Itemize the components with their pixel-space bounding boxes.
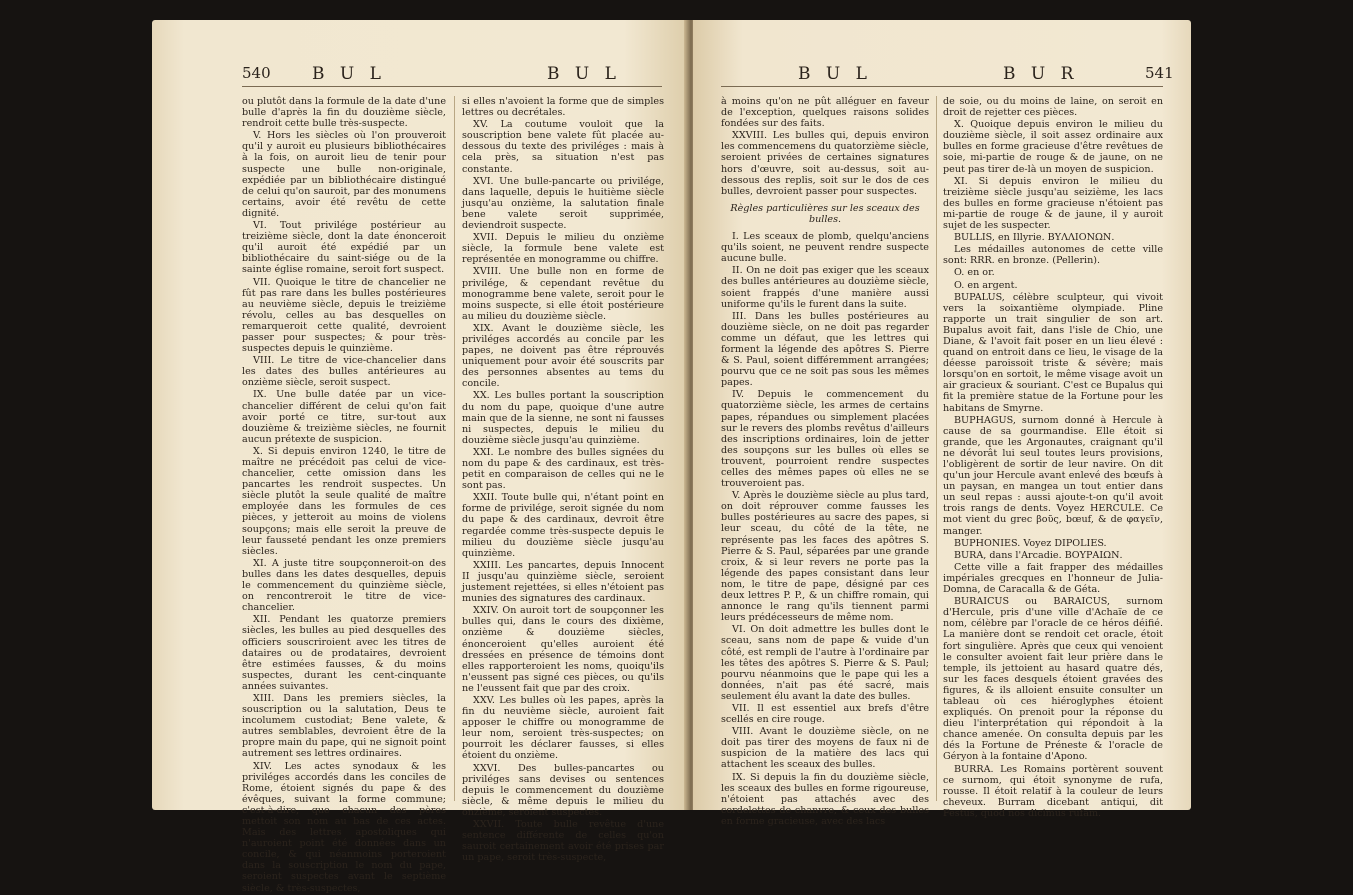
paragraph: VI. On doit admettre les bulles dont le sceau, sans nom de pape & vuide d'un côté, est rempli de l'autre à l'ordinaire par les têtes des apôtres S. Pierre & S. Paul; pourvu néanmoins que le pape qui les a données, n'ait pas été sacré, mais seulement élu avant la date des bulles. [721, 624, 929, 702]
paragraph: XXII. Toute bulle qui, n'étant point en forme de privilége, seroit signée du nom du pape & des cardinaux, devroit être regardée comme très-suspecte depuis le milieu du douzième siècle jusqu'au quinzième. [462, 492, 664, 559]
paragraph: VIII. Le titre de vice-chancelier dans les dates des bulles antérieures au onzième siècle, seroit suspect. [242, 355, 446, 389]
paragraph: BURAICUS ou BARAICUS, surnom d'Hercule, pris d'une ville d'Achaïe de ce nom, célèbre par l'oracle de ce héros déifié. La manière dont se rendoit cet oracle, étoit fort singulière. Après que ceux qui venoient le consulter avoient fait leur prière dans le temple, ils jettoient au hasard quatre dés, sur les faces desquels étoient gravées des figures, & ils alloient ensuite consulter un tableau où ces hiéroglyphes étoient expliqués. On prenoit pour la réponse du dieu l'interprétation qui répondoit à la chance amenée. On consulta depuis par les dés la Fortune de Préneste & l'oracle de Géryon à la fontaine d'Apono. [943, 596, 1163, 763]
left-page [152, 20, 688, 894]
left-column-2 [462, 96, 664, 864]
left-column-divider [454, 96, 455, 801]
paragraph: X. Si depuis environ 1240, le titre de maître ne précédoit pas celui de vice-chancelier, cette omission dans les pancartes les rendroit suspectes. Un siècle plutôt la seule qualité de maître employée dans les formules de ces pièces, y jetteroit au moins de violens soupçons; mais elle seroit la preuve de leur fausseté pendant les onze premiers siècles. [242, 445, 446, 557]
paragraph: Cette ville a fait frapper des médailles impériales grecques en l'honneur de Julia-Domna, de Caracalla & de Géta. [943, 561, 1163, 596]
paragraph: BUPALUS, célèbre sculpteur, qui vivoit vers la soixantième olympiade. Pline rapporte un trait singulier de son art. Bupalus avoit fait, dans l'isle de Chio, une Diane, & l'avoit fait poser en un lieu élevé : quand on entroit dans ce lieu, le visage de la déesse paroissoit triste & sévère; mais lorsqu'on en sortoit, le même visage avoit un air gracieux & souriant. C'est ce Bupalus qui fit la première statue de la Fortune pour les habitans de Smyrne. [943, 291, 1163, 414]
paragraph: XXVIII. Les bulles qui, depuis environ les commencemens du quatorzième siècle, seroient privées de certaines signatures hors d'œuvre, soit au-dessus, soit au-dessous des replis, soit sur le dos de ces bulles, devroient passer pour suspectes. [721, 130, 929, 197]
paragraph: IX. Si depuis la fin du douzième siècle, les sceaux des bulles en forme rigoureuse, n'étoient pas attachés avec des cordelettes de chanvre, & ceux des bulles en forme gracieuse, avec des lacs [721, 771, 929, 827]
paragraph: V. Hors les siècles où l'on prouveroit qu'il y auroit eu plusieurs bibliothécaires à la fois, on auroit lieu de tenir pour suspecte une bulle non-originale, expédiée par un bibliothécaire distingué de celui qu'on sauroit, par des monumens certains, avoir été revêtu de cette dignité. [242, 130, 446, 219]
paragraph: BULLIS, en Illyrie. ΒΥΛΛΙΟΝΩΝ. [954, 232, 1115, 244]
paragraph: XIX. Avant le douzième siècle, les priviléges accordés au concile par les papes, ne doivent pas être réprouvés uniquement pour avoir été souscrits par des personnes absentes au tems du concile. [462, 322, 664, 390]
paragraph: à moins qu'on ne pût alléguer en faveur de l'exception, quelques raisons solides fondées sur des faits. [721, 96, 929, 130]
right-column-1 [721, 96, 929, 828]
paragraph: XXIV. On auroit tort de soupçonner les bulles qui, dans le cours des dixième, onzième & douzième siècles, énonceroient qu'elles auroient été dressées en présence de témoins dont elles rapporteroient les noms, quoiqu'ils n'eussent pas signé ces pièces, ou qu'ils ne l'eussent fait que par des croix. [462, 605, 664, 694]
paragraph: XI. Si depuis environ le milieu du treizième siècle jusqu'au seizième, les lacs des bulles en forme gracieuse n'étoient pas mi-partie de rouge & de jaune, il y auroit sujet de les suspecter. [943, 175, 1163, 232]
paragraph: VII. Quoique le titre de chancelier ne fût pas rare dans les bulles postérieures au neuvième siècle, depuis le treizième révolu, celles au bas desquelles on remarqueroit cette qualité, devroient passer pour suspectes; & pour très-suspectes depuis le quinzième. [242, 276, 446, 355]
paragraph: XI. A juste titre soupçonneroit-on des bulles dans les dates desquelles, depuis le commencement du quinzième siècle, on rencontreroit le titre de vice-chancelier. [242, 557, 446, 614]
paragraph: ou plutôt dans la formule de la date d'une bulle d'après la fin du douzième siècle, rendroit cette bulle très-suspecte. [242, 96, 446, 130]
paragraph: BURA, dans l'Arcadie. ΒΟΥΡΑΙΩΝ. [954, 549, 1123, 561]
right-head-rule [721, 86, 1163, 87]
paragraph: O. en or. [954, 267, 995, 279]
right-page-number: 541 [1145, 64, 1174, 82]
paragraph: Les médailles autonomes de cette ville sont: RRR. en bronze. (Pellerin). [943, 244, 1163, 267]
paragraph: IV. Depuis le commencement du quatorzième siècle, les armes de certains papes, répandues ou simplement placées sur le revers des plombs revêtus d'ailleurs des inscriptions ordinaires, loin de jetter des soupçons sur les bulles où elles se trouvent, pourroient rendre suspectes celles des mêmes papes où elles ne se trouveroient pas. [721, 389, 929, 490]
paragraph: I. Les sceaux de plomb, quelqu'anciens qu'ils soient, ne peuvent rendre suspecte aucune bulle. [721, 231, 929, 265]
paragraph: XIII. Dans les premiers siècles, la souscription ou la salutation, Deus te incolumem custodiat; Bene valete, & autres semblables, devroient être de la propre main du pape, qui ne signoit point autrement ses lettres ordinaires. [242, 692, 446, 760]
paragraph: III. Dans les bulles postérieures au douzième siècle, on ne doit pas regarder comme un défaut, que les lettres qui forment la légende des apôtres S. Pierre & S. Paul, soient différemment arrangées; pourvu que ce ne soit pas sous les mêmes papes. [721, 310, 929, 389]
left-head-rule [242, 86, 662, 87]
paragraph: O. en argent. [954, 279, 1018, 291]
paragraph: XV. La coutume vouloit que la souscription bene valete fût placée au-dessous du texte des priviléges : mais à cela près, sa situation n'est pas constante. [462, 119, 664, 175]
paragraph: si elles n'avoient la forme que de simples lettres ou decrétales. [462, 96, 664, 119]
paragraph: XIV. Les actes synodaux & les priviléges accordés dans les conciles de Rome, étoient signés du pape & des évêques, suivant la forme commune; c'est-à-dire, que chacun des pères mettoit son nom au bas de ces actes. Mais des lettres apostoliques qui n'auroient point été données dans un concile, & qui néanmoins porteroient dans la souscription le nom du pape, seroient suspectes avant le septième siècle, & très-suspectes, [242, 760, 446, 894]
paragraph: II. On ne doit pas exiger que les sceaux des bulles antérieures au douzième siècle, soient frappés d'une manière aussi uniforme qu'ils le furent dans la suite. [721, 265, 929, 310]
paragraph: BUPHONIES. Voyez DIPOLIES. [954, 537, 1107, 549]
paragraph: XXI. Le nombre des bulles signées du nom du pape & des cardinaux, est très-petit en comparaison de celles qui ne le sont pas. [462, 446, 664, 492]
left-running-head-col2: B U L [547, 64, 621, 84]
paragraph: VI. Tout privilége postérieur au treizième siècle, dont la date énonceroit qu'il auroit été expédié par un bibliothécaire du saint-siége ou de la sainte église romaine, seroit fort suspect. [242, 220, 446, 276]
right-column-divider [936, 96, 937, 801]
left-page-number: 540 [242, 64, 271, 82]
paragraph: XVII. Depuis le milieu du onzième siècle, la formule bene valete est représentée en monogramme ou chiffre. [462, 232, 664, 266]
right-running-head-col1: B U L [798, 64, 872, 84]
paragraph: VII. Il est essentiel aux brefs d'être scellés en cire rouge. [721, 702, 929, 726]
paragraph: Règles particulières sur les sceaux des bulles. [730, 202, 920, 225]
paragraph: XX. Les bulles portant la souscription du nom du pape, quoique d'une autre main que de la sienne, ne sont ni fausses ni suspectes, depuis le milieu du douzième siècle jusqu'au quinzième. [462, 390, 664, 446]
paragraph: XVI. Une bulle-pancarte ou privilége, dans laquelle, depuis le huitième siècle jusqu'au onzième, la salutation finale bene valete seroit supprimée, deviendroit suspecte. [462, 175, 664, 232]
paragraph: XVIII. Une bulle non en forme de privilége, & cependant revêtue du monogramme bene valete, seroit pour le moins suspecte, si elle étoit postérieure au milieu du douzième siècle. [462, 266, 664, 322]
right-page [693, 20, 1191, 827]
left-running-head-col1: B U L [312, 64, 386, 84]
paragraph: BUPHAGUS, surnom donné à Hercule à cause de sa gourmandise. Elle étoit si grande, que les Argonautes, craignant qu'il ne dévorât lui seul toutes leurs provisions, l'obligèrent de sortir de leur navire. On dit qu'un jour Hercule avant enlevé des bœufs à un paysan, en mangea un tout entier dans un seul repas : aussi ajoute-t-on qu'il avoit trois rangs de dents. Voyez HERCULE. Ce mot vient du grec βοῦς, bœuf, & de φαγεῖν, manger. [943, 414, 1163, 537]
paragraph: XXV. Les bulles où les papes, après la fin du neuvième siècle, auroient fait apposer le chiffre ou monogramme de leur nom, seroient très-suspectes; on pourroit les déclarer fausses, si elles étoient du onzième. [462, 694, 664, 762]
paragraph: X. Quoique depuis environ le milieu du douzième siècle, il soit assez ordinaire aux bulles en forme gracieuse d'être revêtues de soie, mi-partie de rouge & de jaune, on ne peut pas tirer de-là un moyen de suspicion. [943, 119, 1163, 175]
paragraph: XXIII. Les pancartes, depuis Innocent II jusqu'au quinzième siècle, seroient justement rejettées, si elles n'étoient pas munies des signatures des cardinaux. [462, 559, 664, 605]
left-column-1 [242, 96, 446, 895]
paragraph: BURRA. Les Romains portèrent souvent ce surnom, qui étoit synonyme de rufa, rousse. Il étoit relatif à la couleur de leurs cheveux. Burram dicebant antiqui, dit Festus, quod nos dicimus rufam. [943, 763, 1163, 819]
right-column-2 [943, 96, 1163, 820]
paragraph: VIII. Avant le douzième siècle, on ne doit pas tirer des moyens de faux ni de suspicion de la matière des lacs qui attachent les sceaux des bulles. [721, 726, 929, 771]
right-running-head-col2: B U R [1003, 64, 1079, 84]
paragraph: XXVI. Des bulles-pancartes ou priviléges sans devises ou sentences depuis le commencement du douzième siècle, & même depuis le milieu du onzième, seroient suspectes. [462, 762, 664, 818]
paragraph: de soie, ou du moins de laine, on seroit en droit de rejetter ces pièces. [943, 96, 1163, 119]
paragraph: IX. Une bulle datée par un vice-chancelier différent de celui qu'on fait avoir porté ce titre, sur-tout aux douzième & treizième siècles, ne fournit aucun prétexte de suspicion. [242, 389, 446, 445]
paragraph: V. Après le douzième siècle au plus tard, on doit réprouver comme fausses les bulles postérieures au sacre des papes, si leur sceau, du côté de la tête, ne représente pas les faces des apôtres S. Pierre & S. Paul, séparées par une grande croix, & si leur revers ne porte pas la légende des papes consistant dans leur nom, le titre de pape, désigné par ces deux lettres P. P., & un chiffre romain, qui annonce le rang qu'ils tiennent parmi leurs prédécesseurs de même nom. [721, 490, 929, 624]
paragraph: XII. Pendant les quatorze premiers siècles, les bulles au pied desquelles des officiers souscriroient avec les titres de dataires ou de prodataires, devroient être estimées fausses, & du moins suspectes, durant les cent-cinquante années suivantes. [242, 614, 446, 692]
paragraph: XXVII. Toute bulle revêtue d'une sentence différente de celles qu'on sauroit certainement avoir été prises par un pape, seroit très-suspecte, [462, 819, 664, 864]
